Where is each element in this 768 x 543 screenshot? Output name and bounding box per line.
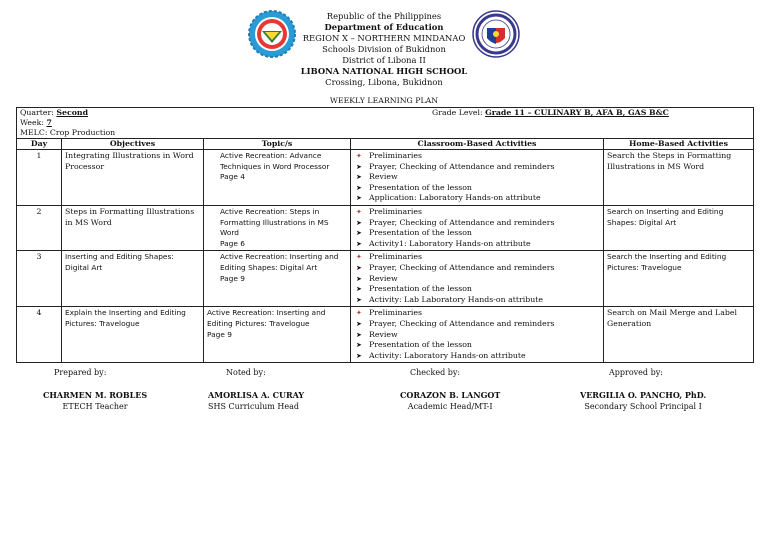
list-item: ✦ Preliminaries	[356, 252, 422, 262]
district-line: District of Libona II	[342, 55, 426, 65]
list-item: ➤ Presentation of the lesson	[356, 340, 472, 350]
classroom-activities-cell	[351, 251, 604, 307]
department-line: Department of Education	[324, 22, 444, 32]
header-objectives: Objectives	[62, 139, 204, 150]
list-item: ➤ Review	[356, 329, 398, 339]
star-bullet-icon: ✦	[356, 152, 362, 160]
list-item: ➤ Review	[356, 273, 398, 283]
table-row	[17, 205, 754, 250]
info-row	[17, 108, 754, 139]
signatory-title: Academic Head/MT-I	[407, 402, 493, 411]
signatory-prepared	[43, 390, 147, 412]
header-topics: Topic/s	[204, 139, 351, 150]
arrow-bullet-icon: ➤	[356, 218, 362, 227]
document-header	[0, 11, 768, 88]
list-item: ➤ Prayer, Checking of Attendance and reminders	[356, 262, 555, 272]
approved-by-label: Approved by:	[609, 368, 663, 377]
list-item: ➤ Presentation of the lesson	[356, 182, 472, 192]
signatory-noted	[208, 390, 304, 412]
star-bullet-icon: ✦	[356, 207, 362, 216]
activities-list	[354, 151, 600, 204]
topic-cell	[204, 150, 351, 206]
list-item: ➤ Activity1: Laboratory Hands-on attribute	[356, 238, 531, 248]
list-item: ➤ Prayer, Checking of Attendance and reminders	[356, 217, 555, 227]
signatory-checked	[400, 390, 500, 412]
arrow-bullet-icon: ➤	[356, 229, 362, 238]
noted-by-label: Noted by:	[226, 368, 266, 377]
topic-cell	[204, 307, 351, 363]
arrow-bullet-icon: ➤	[356, 330, 362, 339]
arrow-bullet-icon: ➤	[356, 263, 362, 272]
list-item: ✦ Preliminaries	[356, 151, 422, 160]
signatory-name: AMORLISA A. CURAY	[208, 390, 305, 400]
list-item: ➤ Review	[356, 172, 398, 182]
checked-by-label: Checked by:	[410, 368, 461, 377]
star-bullet-icon: ✦	[356, 309, 362, 318]
arrow-bullet-icon: ➤	[356, 351, 362, 360]
activities-list	[354, 207, 600, 249]
weekly-plan-table	[16, 107, 754, 363]
week-line	[20, 118, 750, 128]
arrow-bullet-icon: ➤	[356, 341, 362, 350]
header-home-activities: Home-Based Activities	[604, 139, 754, 150]
home-activities-cell: Search on Mail Merge and Label Generation	[604, 307, 754, 363]
signatory-title: Secondary School Principal I	[584, 402, 702, 411]
table-header-row	[17, 139, 754, 150]
quarter-label: Quarter:	[20, 108, 54, 117]
topic-page: Page 9	[220, 273, 245, 283]
arrow-bullet-icon: ➤	[356, 239, 362, 248]
objectives-cell: Steps in Formatting Illustrations in MS Word	[62, 205, 204, 250]
melc-line: MELC: Crop Production	[20, 128, 116, 137]
topic-text: Active Recreation: Inserting and Editing Pictures: Travelogue	[207, 308, 326, 328]
star-bullet-icon: ✦	[356, 253, 362, 262]
list-item: ➤ Activity: Lab Laboratory Hands-on attribute	[356, 294, 543, 304]
day-cell: 2	[17, 205, 62, 250]
topic-page: Page 4	[220, 172, 245, 182]
arrow-bullet-icon: ➤	[356, 183, 362, 192]
topic-text: Active Recreation: Advance Techniques in Word Processor	[220, 151, 330, 171]
activities-list	[354, 308, 600, 361]
day-cell: 1	[17, 150, 62, 206]
arrow-bullet-icon: ➤	[356, 173, 362, 182]
day-cell: 4	[17, 307, 62, 363]
table-row	[17, 307, 754, 363]
table-row	[17, 251, 754, 307]
signatory-name: CORAZON B. LANGOT	[400, 390, 501, 400]
signatory-title: ETECH Teacher	[62, 402, 128, 411]
arrow-bullet-icon: ➤	[356, 285, 362, 294]
grade-level-line	[432, 108, 669, 118]
signatory-approved	[580, 390, 706, 412]
list-item: ✦ Preliminaries	[356, 308, 422, 318]
country-line: Republic of the Philippines	[326, 11, 442, 21]
home-activities-cell: Search the Steps in Formatting Illustrations in MS Word	[604, 150, 754, 206]
table-row	[17, 150, 754, 206]
topic-text: Active Recreation: Steps in Formatting Illustrations in MS Word	[220, 206, 329, 238]
division-line: Schools Division of Bukidnon	[322, 44, 446, 54]
signatory-name: CHARMEN M. ROBLES	[43, 390, 148, 400]
grade-value: Grade 11 – CULINARY B, AFA B, GAS B&C	[485, 108, 669, 117]
school-name: LIBONA NATIONAL HIGH SCHOOL	[300, 66, 468, 76]
activities-list	[354, 252, 600, 305]
arrow-bullet-icon: ➤	[356, 194, 362, 203]
list-item: ➤ Application: Laboratory Hands-on attribute	[356, 193, 541, 203]
grade-label: Grade Level:	[432, 108, 483, 117]
prepared-by-label: Prepared by:	[54, 368, 107, 377]
objectives-cell: Integrating Illustrations in Word Processor	[62, 150, 204, 206]
list-item: ✦ Preliminaries	[356, 206, 422, 216]
region-line: REGION X – NORTHERN MINDANAO	[302, 33, 466, 43]
header-classroom-activities: Classroom-Based Activities	[351, 139, 604, 150]
classroom-activities-cell	[351, 150, 604, 206]
arrow-bullet-icon: ➤	[356, 319, 362, 328]
topic-page: Page 9	[207, 329, 232, 339]
arrow-bullet-icon: ➤	[356, 274, 362, 283]
school-address: Crossing, Libona, Bukidnon	[325, 77, 443, 87]
home-activities-cell: Search on Inserting and Editing Shapes: Digital Art	[604, 205, 754, 250]
arrow-bullet-icon: ➤	[356, 162, 362, 171]
topic-cell	[204, 205, 351, 250]
list-item: ➤ Activity: Laboratory Hands-on attribute	[356, 350, 526, 360]
classroom-activities-cell	[351, 307, 604, 363]
topic-text: Active Recreation: Inserting and Editing Shapes: Digital Art	[220, 252, 339, 272]
topic-cell	[204, 251, 351, 307]
signatory-title: SHS Curriculum Head	[208, 402, 300, 411]
plan-title: WEEKLY LEARNING PLAN	[329, 96, 439, 105]
day-cell: 3	[17, 251, 62, 307]
home-activities-cell: Search the Inserting and Editing Pictures: Travelogue	[604, 251, 754, 307]
week-value: 7	[46, 118, 52, 127]
week-label: Week:	[20, 118, 44, 127]
quarter-value: Second	[56, 108, 89, 117]
classroom-activities-cell	[351, 205, 604, 250]
objectives-cell: Explain the Inserting and Editing Pictures: Travelogue	[62, 307, 204, 363]
list-item: ➤ Presentation of the lesson	[356, 284, 472, 294]
header-day: Day	[17, 139, 62, 150]
arrow-bullet-icon: ➤	[356, 295, 362, 304]
topic-page: Page 6	[220, 238, 245, 248]
list-item: ➤ Prayer, Checking of Attendance and reminders	[356, 318, 555, 328]
objectives-cell: Inserting and Editing Shapes: Digital Art	[62, 251, 204, 307]
signatory-name: VERGILIA O. PANCHO, PhD.	[580, 390, 707, 400]
list-item: ➤ Presentation of the lesson	[356, 228, 472, 238]
list-item: ➤ Prayer, Checking of Attendance and reminders	[356, 161, 555, 171]
